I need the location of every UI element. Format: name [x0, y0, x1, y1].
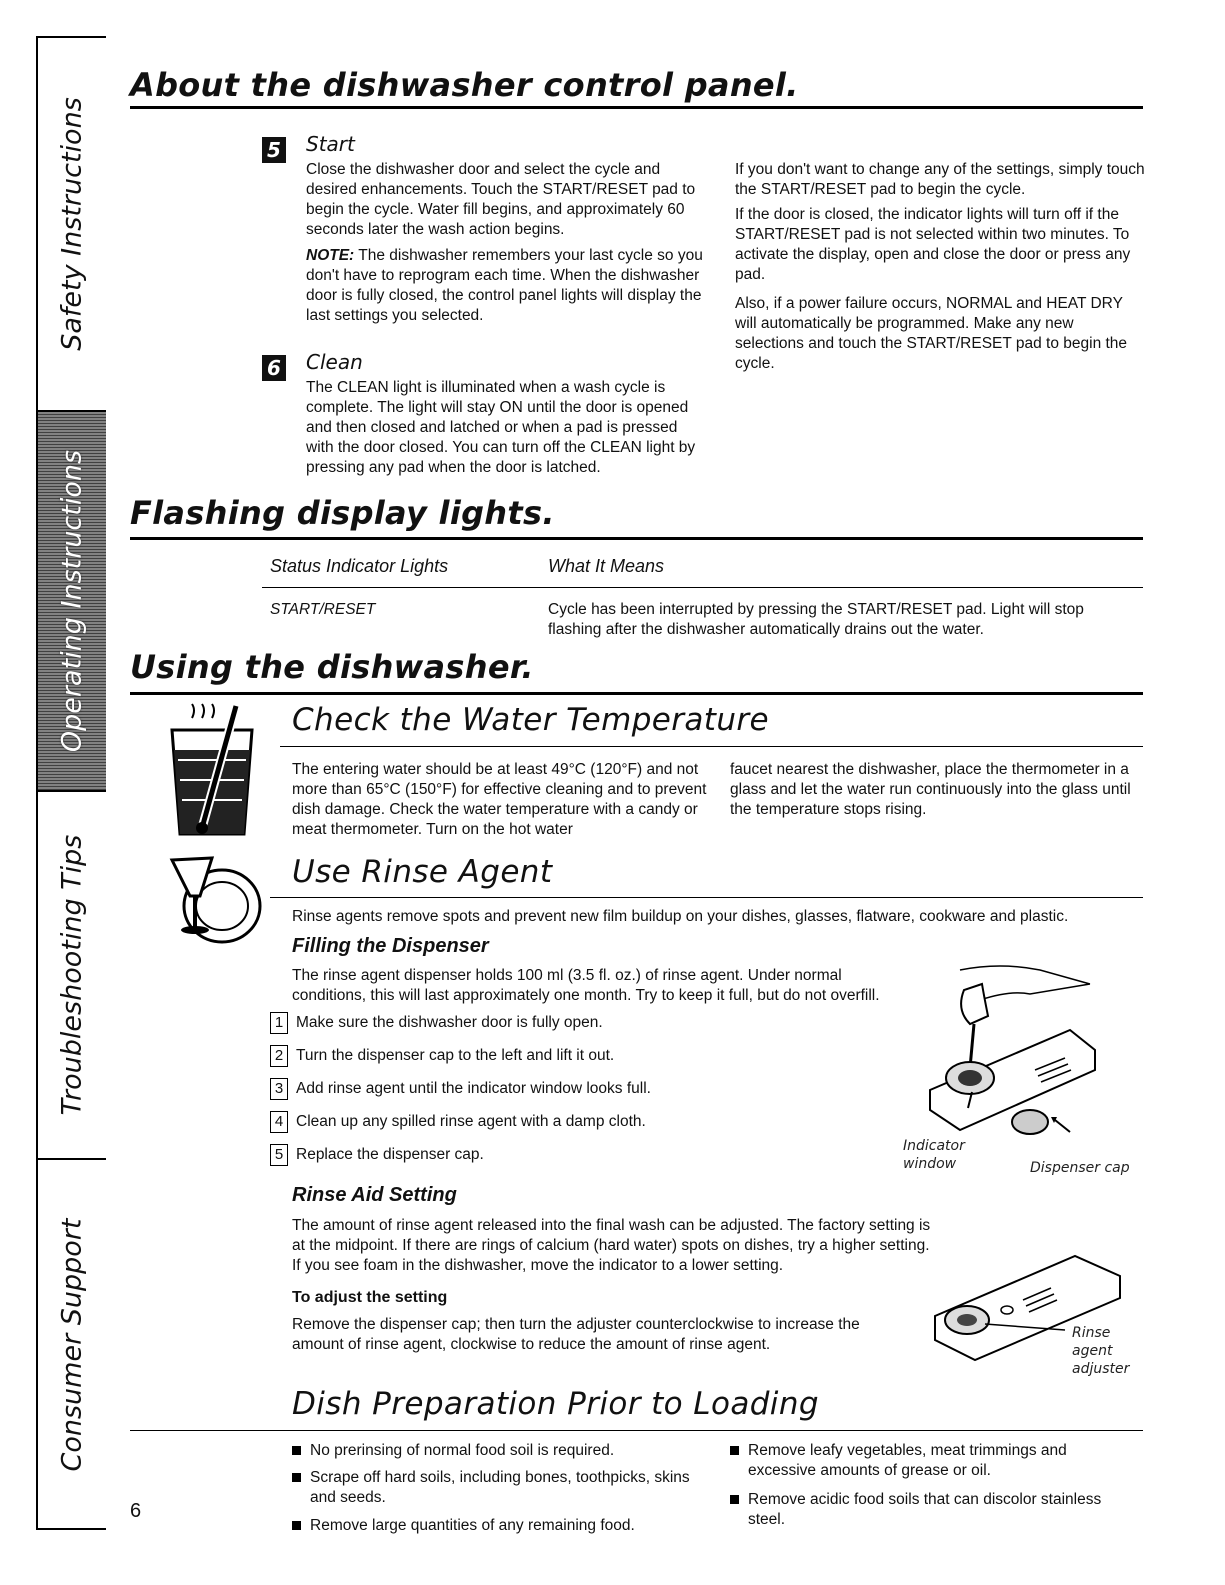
step-number: 3	[270, 1078, 288, 1100]
tab-label: Operating Instructions	[56, 449, 88, 753]
tab-consumer-support[interactable]	[38, 1160, 106, 1530]
tab-operating-instructions[interactable]	[38, 412, 106, 792]
step-4	[270, 1111, 646, 1133]
filling-text: The rinse agent dispenser holds 100 ml (3.5 fl. oz.) of rinse agent. Under normal conditions, this will last approximately one month. Try to keep it full, but do not overfill.	[292, 967, 880, 1004]
rinse-glass-plate-illustration	[160, 848, 270, 948]
dispenser-fill-illustration	[920, 960, 1120, 1140]
caption-indicator-line2: window	[903, 1156, 957, 1172]
adjust-text: Remove the dispenser cap; then turn the adjuster counterclockwise to increase the amount of rinse agent, clockwise to reduce the amount of rinse agent.	[292, 1316, 860, 1353]
table-header-rule	[262, 587, 1143, 588]
prep-bullet: Scrape off hard soils, including bones, toothpicks, skins and seeds.	[292, 1468, 712, 1508]
step-text: Turn the dispenser cap to the left and lift it out.	[296, 1047, 615, 1065]
control-right-p2: If the door is closed, the indicator lights will turn off if the START/RESET pad is not selected within two minutes. To activate the display, open and close the door or press any pad.	[735, 206, 1131, 283]
step-number: 2	[270, 1045, 288, 1067]
start-heading: Start	[306, 132, 355, 156]
caption-adjuster-line2: agent	[1072, 1343, 1113, 1359]
rinse-aid-setting-text: The amount of rinse agent released into the final wash can be adjusted. The factory setting is at the midpoint. If there are rings of calcium (hard water) spots on dishes, try a higher setting. If you see foam in the dishwasher, move the indicator to a lower setting.	[292, 1217, 931, 1274]
rinse-aid-setting-heading: Rinse Aid Setting	[292, 1184, 457, 1206]
clean-heading: Clean	[306, 350, 363, 374]
step-number: 1	[270, 1012, 288, 1034]
prep-bullet: No prerinsing of normal food soil is required.	[292, 1441, 712, 1461]
caption-adjuster-line3: adjuster	[1072, 1361, 1130, 1377]
step-2	[270, 1045, 614, 1067]
step-number-5: 5	[262, 137, 286, 163]
step-number: 4	[270, 1111, 288, 1133]
step-3	[270, 1078, 651, 1100]
title-rule	[130, 106, 1143, 109]
glass-thermometer-illustration	[164, 700, 264, 840]
rinse-heading: Use Rinse Agent	[292, 854, 553, 890]
step-5	[270, 1144, 484, 1166]
step-text: Clean up any spilled rinse agent with a damp cloth.	[296, 1113, 646, 1131]
prep-bullet: Remove acidic food soils that can discolor stainless steel.	[730, 1490, 1130, 1530]
page-number: 6	[130, 1500, 142, 1522]
start-note	[306, 246, 706, 326]
control-right-p3: Also, if a power failure occurs, NORMAL and HEAT DRY will automatically be programmed. Make any new selections and touch the START/RESET pad to begin the cycle.	[735, 295, 1128, 372]
status-light-start-reset: START/RESET	[270, 601, 376, 618]
col-header-status: Status Indicator Lights	[270, 556, 449, 576]
step-text: Add rinse agent until the indicator window looks full.	[296, 1080, 651, 1098]
rinse-intro: Rinse agents remove spots and prevent new film buildup on your dishes, glasses, flatware, cookware and plastic.	[292, 908, 1069, 925]
filling-heading: Filling the Dispenser	[292, 935, 489, 957]
using-title: Using the dishwasher.	[130, 648, 534, 686]
flashing-title: Flashing display lights.	[130, 494, 555, 532]
caption-dispenser-cap: Dispenser cap	[1030, 1160, 1130, 1176]
note-label: NOTE:	[306, 247, 355, 264]
status-meaning: Cycle has been interrupted by pressing the START/RESET pad. Light will stop flashing after the dishwasher automatically drains out the water.	[548, 601, 1084, 638]
tab-safety-instructions[interactable]	[38, 38, 106, 412]
tab-label: Safety Instructions	[56, 97, 88, 351]
step-text: Make sure the dishwasher door is fully open.	[296, 1014, 603, 1032]
water-temp-heading: Check the Water Temperature	[292, 702, 770, 738]
dish-prep-heading: Dish Preparation Prior to Loading	[292, 1386, 819, 1422]
note-text: The dishwasher remembers your last cycle so you don't have to reprogram each time. When the dishwasher door is fully closed, the control panel lights will display the last settings you selected.	[306, 247, 703, 324]
col-header-meaning: What It Means	[548, 556, 665, 576]
caption-adjuster-line1: Rinse	[1072, 1325, 1111, 1341]
caption-indicator-line1: Indicator	[903, 1138, 965, 1154]
rinse-rule	[270, 897, 1143, 898]
step-text: Replace the dispenser cap.	[296, 1146, 484, 1164]
section-tabs	[36, 36, 106, 1530]
dish-prep-rule	[130, 1430, 1143, 1431]
clean-text: The CLEAN light is illuminated when a wash cycle is complete. The light will stay ON until the door is opened and then closed and latched or when a pad is pressed with the door closed. You can turn off the CLEAN light by pressing any pad when the door is latched.	[306, 379, 696, 476]
adjust-heading: To adjust the setting	[292, 1289, 448, 1306]
start-text: Close the dishwasher door and select the cycle and desired enhancements. Touch the START/RESET pad to begin the cycle. Water fill begins, and approximately 60 seconds later the wash action begins.	[306, 161, 696, 238]
step-number-6: 6	[262, 355, 286, 381]
tab-label: Troubleshooting Tips	[56, 834, 88, 1116]
using-rule	[130, 692, 1143, 695]
page-title: About the dishwasher control panel.	[130, 66, 799, 104]
control-right-p1: If you don't want to change any of the settings, simply touch the START/RESET pad to begin the cycle.	[735, 161, 1145, 198]
tab-troubleshooting-tips[interactable]	[38, 792, 106, 1160]
flashing-rule	[130, 537, 1143, 540]
step-number: 5	[270, 1144, 288, 1166]
water-temp-rule	[280, 746, 1143, 747]
prep-bullet: Remove large quantities of any remaining food.	[292, 1516, 712, 1536]
water-temp-left: The entering water should be at least 49°C (120°F) and not more than 65°C (150°F) for effective cleaning and to prevent dish damage. Check the water temperature with a candy or meat thermometer. Turn on the hot water	[292, 761, 707, 838]
tab-label: Consumer Support	[56, 1218, 88, 1472]
prep-bullet: Remove leafy vegetables, meat trimmings and excessive amounts of grease or oil.	[730, 1441, 1130, 1481]
water-temp-right: faucet nearest the dishwasher, place the thermometer in a glass and let the water run continuously into the glass until the temperature stops rising.	[730, 761, 1131, 818]
step-1	[270, 1012, 603, 1034]
